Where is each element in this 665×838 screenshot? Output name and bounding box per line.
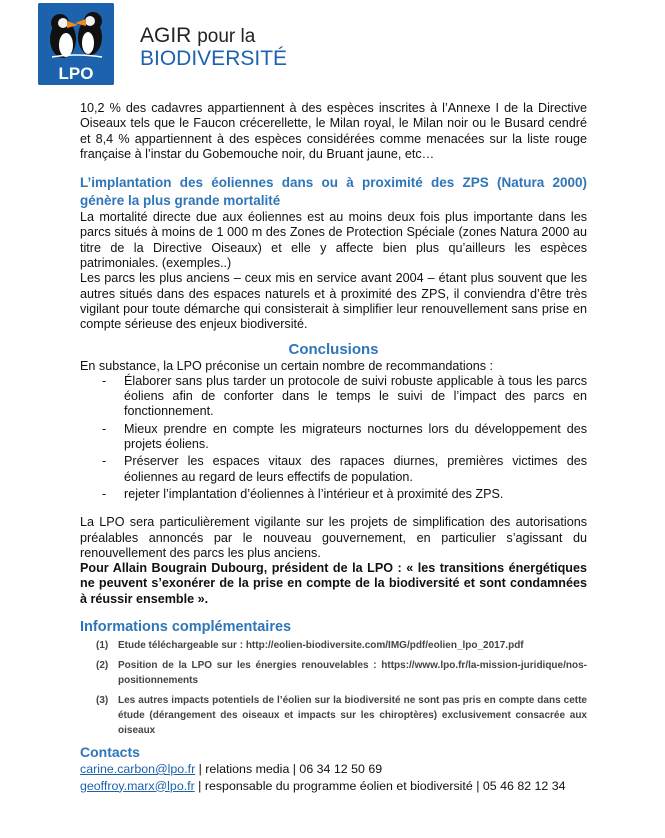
list-item: - Mieux prendre en compte les migrateurs nocturnes lors du développement des projets éoliens. [102, 422, 587, 453]
list-item: - Préserver les espaces vitaux des rapaces diurnes, premières victimes des éoliennes au regard de leurs effectifs de population. [102, 454, 587, 485]
puffin-icon [38, 3, 114, 85]
contact-line [80, 761, 587, 778]
list-item [96, 658, 587, 688]
section-paragraph-2: Les parcs les plus anciens – ceux mis en service avant 2004 – étant plus souvent que les autres situés dans des espaces naturels et à proximité des ZPS, il conviendra d’être très vigilant pour toute démarche qui consisterait à simplifier leur renouvellement sans prise en compte sérieuse des enjeux biodiversité. [80, 271, 587, 332]
ref-text: Etude téléchargeable sur : http://eolien-biodiversite.com/IMG/pdf/eolien_lpo_2017.pdf [118, 640, 524, 652]
email-link[interactable]: carine.carbon@lpo.fr [80, 762, 196, 777]
list-item: - Élaborer sans plus tarder un protocole de suivi robuste applicable à tous les parcs éoliens afin de conforter dans le temps le suivi de l’impact des parcs en fonctionnement. [102, 374, 587, 420]
header [38, 3, 288, 85]
brand-agir: AGIR [140, 24, 192, 47]
contacts-heading: Contacts [80, 744, 140, 761]
ref-text: Les autres impacts potentiels de l’éolien sur la biodiversité ne sont pas pris en compte dans cette étude (dérangement des oiseaux et impacts sur les chiroptères) exclusivement consacrée aux oiseaux [118, 695, 587, 737]
list-item: - rejeter l’implantation d’éoliennes à l’intérieur et à proximité des ZPS. [102, 487, 587, 502]
brand-biodiversite: BIODIVERSITÉ [140, 47, 288, 70]
recommendations-list [80, 374, 587, 502]
ref-number: (3) [96, 695, 109, 707]
brand-pour: pour la [197, 26, 256, 47]
references-list [80, 638, 587, 738]
quote-paragraph: Pour Allain Bougrain Dubourg, président de la LPO : « les transitions énergétiques ne peuvent s’exonérer de la prise en compte de la biodiversité et sont condamnées à réussir ensemble ». [80, 561, 587, 606]
list-item [96, 638, 587, 653]
section-heading-line1: L’implantation des éoliennes dans ou à proximité des ZPS (Natura 2000) [80, 175, 587, 191]
contact-desc: | responsable du programme éolien et biodiversité | 05 46 82 12 34 [194, 778, 566, 793]
ref-number: (1) [96, 640, 109, 652]
brand-title [140, 25, 287, 69]
ref-number: (2) [96, 660, 109, 672]
conclusions-heading: Conclusions [288, 340, 379, 358]
intro-paragraph: 10,2 % des cadavres appartiennent à des espèces inscrites à l’Annexe I de la Directive Oiseaux tels que le Faucon crécerellette, le Milan royal, le Milan noir ou le Busard cendré et 8,4 % appartiennent à des espèces considérées comme menacées sur la liste rouge française à l’instar du Gobemouche noir, du Bruant jaune, etc… [80, 101, 587, 161]
section-heading [80, 174, 587, 210]
document-body [80, 101, 587, 794]
logo-text: LPO [58, 64, 94, 83]
vigilance-paragraph: La LPO sera particulièrement vigilante sur les projets de simplification des autorisations préalables annoncés par le nouveau gouvernement, en particulier s’agissant du renouvellement des parcs les plus anciens. [80, 515, 587, 560]
contact-desc: | relations media | 06 34 12 50 69 [195, 762, 383, 777]
section-heading-line2: génère la plus grande mortalité [80, 193, 281, 209]
section-paragraph-1: La mortalité directe due aux éoliennes est au moins deux fois plus importante dans les parcs situés à moins de 1 000 m des Zones de Protection Spéciale (zones Natura 2000 au titre de la Directive Oiseaux) et elle y affecte bien plus qu’ailleurs les espèces patrimoniales. (exemples..) [80, 210, 587, 271]
lpo-logo [38, 3, 114, 85]
info-heading: Informations complémentaires [80, 619, 292, 636]
ref-text: Position de la LPO sur les énergies renouvelables : https://www.lpo.fr/la-mission-juridique/nos-positionnements [118, 660, 587, 687]
email-link[interactable]: geoffroy.marx@lpo.fr [80, 778, 195, 793]
list-item [96, 693, 587, 738]
conclusions-lead: En substance, la LPO préconise un certain nombre de recommandations : [80, 358, 494, 373]
contact-line [80, 778, 587, 795]
